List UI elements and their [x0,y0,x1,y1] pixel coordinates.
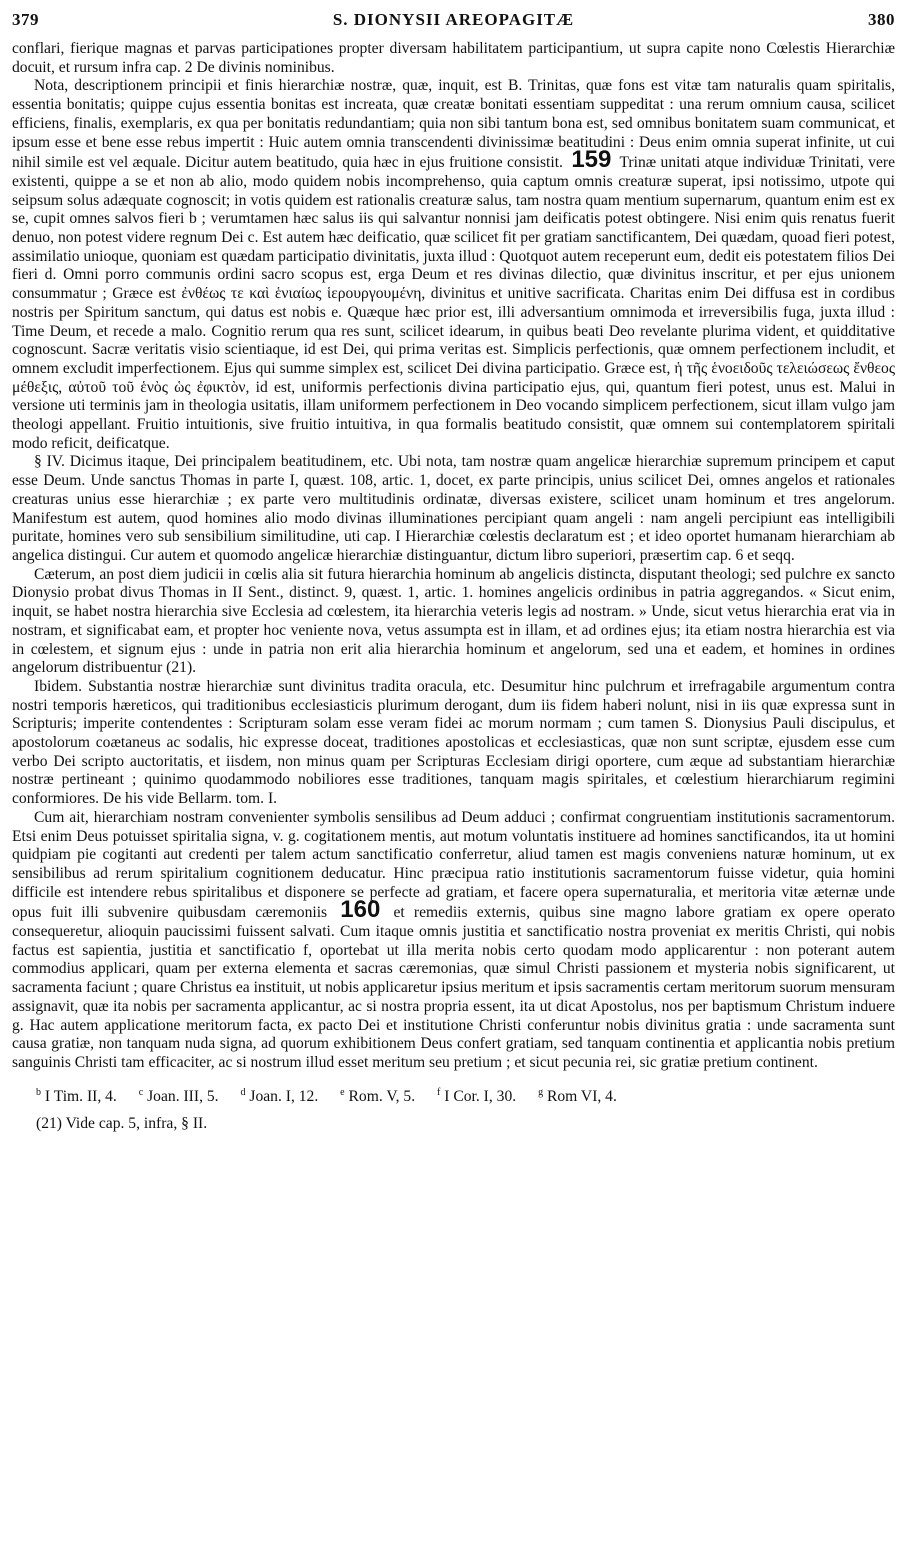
paragraph-text: et remediis externis, quibus sine magno labore gratiam ex opere operato consequeretur, alioquin paucissimi fuissent salvati. Cum itaque omnis justitia et sanctificatio nostra proveniat ex meritis Christi, qui nobis factus est sapientia, justitia et sanctificatio f, oportebat ut illa merita nobis certo quodam modo applicarentur : non poterant autem commodius applicari, quam per externa elementa et sacras cæremonias, quæ simul Christi passionem et mysteria nobis significarent, ut sacramenta faciunt ; quare Christus ea instituit, ut nobis applicaretur ipsius meritum et ipsis sacramentis certam meritorum suorum mensuram assignavit, quæ ita nobis per sacramenta applicantur, ac si nostra propria essent, ita ut dicat Apostolus, nos per baptismum Christum induere g. Hac autem applicatione meritorum facta, ex pacto Dei et institutione Christi conferuntur nobis divinitus gratia : unde sacramenta sunt causa gratiæ, non tanquam nuda signa, ad quorum exhibitionem Deus confert gratiam, sed tanquam continentia et applicantia nobis pretium sanguinis Christi tam efficaciter, ac si nostrum illud esset meritum seu pretium ; et sicut pecunia rei, sic gratiæ pretium continent. [12,904,895,1071]
paragraph-text: Trinæ unitati atque individuæ Trinitati, vere existenti, quippe a se et non ab alio, modo quidem nobis incomprehenso, quia captum omnis creaturæ superat, ipsi notissimo, utpote qui seipsum solus adæquate cognoscit; in votis quidem est rationalis creaturæ salus, tam nostra quam mentium supernarum, quantum enim est ex se, cupit omnes salvos fieri b ; verumtamen hæc salus iis qui salvantur nonnisi jam deificatis potest obtingere. Nisi enim quis renatus fuerit denuo, non potest videre regnum Dei c. Est autem hæc deificatio, quæ scilicet fit per gratiam sanctificantem, Dei quædam, quoad fieri potest, assimilatio unioque, quoniam est quædam participatio divinitatis, juxta illud : Quotquot autem receperunt eum, dedit eis potestatem filios Dei fieri d. Omni porro communis ordini sacro scopus est, erga Deum et res divinas dilectio, quæ divinitus inscritur, et per ejus unionem consummatur ; Græce est ἐνθέως τε καὶ ἑνιαίως ἱερουργουμένη, divinitus et unitive sacrificata. Charitas enim Dei diffusa est in cordibus nostris per Spiritum sanctum, qui datus est nobis e. Quæque hæc prior est, illi adversantium omnimoda et irreversibilis fuga, juxta illud : Time Deum, et recede a malo. Cognitio rerum qua res sunt, scilicet idearum, in quibus beati Deo revelante plurima vident, et quidditative cognoscunt. Sacræ veritatis visio scientiaque, id est Dei, qui prima veritas est. Simplicis perfectionis, quæ omnem perfectionem includit, et omnem excludit imperfectionem. Ejus qui summe simplex est, scilicet Dei divina participatio. Græce est, ἡ τῆς ἑνοειδοῦς τελειώσεως ἔνθεος μέθεξις, αὐτοῦ τοῦ ἑνὸς ὡς ἐφικτὸν, id est, uniformis perfectionis divina participatio ejus, qui, quantum fieri potest, unus est. Malui in versione uti terminis jam in theologia usitatis, illam uniformem perfectionem in Deo vocando simplicem perfectionem, sicut illam vulgo jam theologi appellant. Fruitio intuitionis, sive fruitio intuitiva, in qua formalis beatitudo consistit, quæ omnem sui contemplatorem spiritali modo reficit, deificatque. [12,154,895,452]
paragraph: § IV. Dicimus itaque, Dei principalem beatitudinem, etc. Ubi nota, tam nostræ quam angelicæ hierarchiæ supremum principem et caput esse Deum. Unde sanctus Thomas in parte I, quæst. 108, artic. 1, docet, ex parte principis, unius scilicet Dei, omnes angelos et rationales creaturas unius esse hierarchiæ ; ex parte vero multitudinis ordinatæ, diversas existere, scilicet unam hominum et tres angelorum. Manifestum est autem, quod homines alio modo divinas illuminationes percipiant quam angeli : nam angeli percipiunt eas intelligibili puritate, homines vero sub sensibilium similitudine, uti cap. I Hierarchiæ cœlestis declaratum est ; et ideo oportet humanam hierarchiam ab angelica distingui. Cur autem et quomodo angelicæ hierarchiæ distinguantur, dictum libro superiori, præsertim cap. 6 et seqq. [12,453,895,564]
left-page-number: 379 [12,10,39,29]
paragraph-text: Nota, descriptionem principii et finis hierarchiæ nostræ, quæ, inquit, est B. Trinitas, quæ fons est vitæ tam naturalis quam spiritalis, essentia bonitatis; quippe cujus essentia bonitas est increata, quæ creatæ bonitati essentiam suppeditat : una rerum omnium causa, scilicet efficiens, finalis, exemplaris, ex qua per bonitatis redundantiam; quia non sibi tantum bona est, sed omnibus bonitatem suam communicat, et ipsum esse et bene esse rebus impertit : Huic autem omnia transcendenti divinissimæ beatitudini : Deus enim omnia superat infinite, ut cui nihil simile est vel æquale. Dicitur autem beatitudo, quia hæc in ejus fruitione consistit. [12,77,895,172]
body-text [12,40,895,1073]
paragraph-text: Cum ait, hierarchiam nostram convenienter symbolis sensilibus ad Deum adduci ; confirmat congruentiam institutionis sacramentorum. Etsi enim Deus potuisset spiritalia signa, v. g. cogitationem mentis, aut motum voluntatis instituere ad homines sanctificandos, ita ut homini quidpiam pie cogitanti aut credenti per talem actum sanctificatio conferretur, aliud tamen est magis conveniens naturæ hominum, ut ex sensibilibus ad rerum spiritalium cognitionem deducatur. Hinc præcipua ratio institutionis sacramentorum fuisse videtur, quia homini difficile est intendere rebus spiritalibus et disponere se perfecte ad gratiam, et facere opera supernaturalia, et meritoria vitæ æternæ unde opus fuit illi subvenire quibusdam cæremoniis [12,808,895,922]
paragraph: conflari, fierique magnas et parvas participationes propter diversam habilitatem participantium, ut supra capite nono Cœlestis Hierarchiæ docuit, et rursum infra cap. 2 De divinis nominibus. [12,40,895,76]
page-header [12,10,895,36]
footnote: $^b$ I Tim. II, 4. [36,1086,117,1105]
footnote-line [36,1083,895,1106]
footnote: $^f$ I Cor. I, 30. [437,1086,517,1105]
running-title: S. DIONYSII AREOPAGITÆ [332,10,575,29]
footnotes [12,1083,895,1133]
endnote: (21) Vide cap. 5, infra, § II. [36,1114,208,1132]
right-page-number: 380 [867,10,895,29]
paragraph: Ibidem. Substantia nostræ hierarchiæ sunt divinitus tradita oracula, etc. Desumitur hinc pulchrum et irrefragabile argumentum contra nostri temporis hæreticos, qui traditionibus ecclesiasticis plurimum derogant, dum iis fidem haberi nolunt, nisi in iis quæ expressa sunt in Scripturis; imperite contendentes : Scripturam solam esse veram fidei ac morum normam ; cum tamen S. Dionysius Pauli discipulus, et apostolorum coætaneus ac sodalis, hic expresse doceat, traditiones apostolicas et ecclesiasticas, quæ non sunt scriptæ, ejusdem esse cum verbo Dei scripto auctoritatis, et iisdem, non minus quam per Scripturas Ecclesiam dirigi oportere, cum æque ad substantiam hierarchiæ nostræ pertineant ; quinimo quodammodo nobiliores esse traditiones, tanquam magis spiritales, et cœlestium hierarchiarum regimini conformiores. De his vide Bellarm. tom. I. [12,677,895,808]
margin-mark: 159 [571,146,612,174]
margin-mark: 160 [340,896,381,924]
paragraph [12,809,895,1073]
footnote: $^g$ Rom VI, 4. [538,1086,617,1105]
footnote: $^c$ Joan. III, 5. [138,1086,219,1105]
paragraph [12,77,895,453]
paragraph: Cæterum, an post diem judicii in cœlis alia sit futura hierarchia hominum ab angelicis distincta, disputant theologi; sed pulchre ex sancto Dionysio probat divus Thomas in II Sent., distinct. 9, quæst. 1, artic. 1. homines angelicis ordinibus in patria aggregandos. « Sicut enim, inquit, se habet nostra hierarchia sive Ecclesia ad cœlestem, ita hierarchia veteris legis ad nostram. » Unde, sicut vetus hierarchia erat via in nostram, et significabat eam, et propter hoc veniente nova, vetus assumpta est in illam, et ad ordines ejus; ita etiam nostra hierarchia est via in cœlestem, et signum ejus : unde in patria non erit alia hierarchia hominum et angelorum, sed una et eadem, et homines in ordines angelorum distribuentur (21). [12,565,895,677]
footnote: $^e$ Rom. V, 5. [340,1086,416,1105]
footnote: $^d$ Joan. I, 12. [240,1086,319,1105]
